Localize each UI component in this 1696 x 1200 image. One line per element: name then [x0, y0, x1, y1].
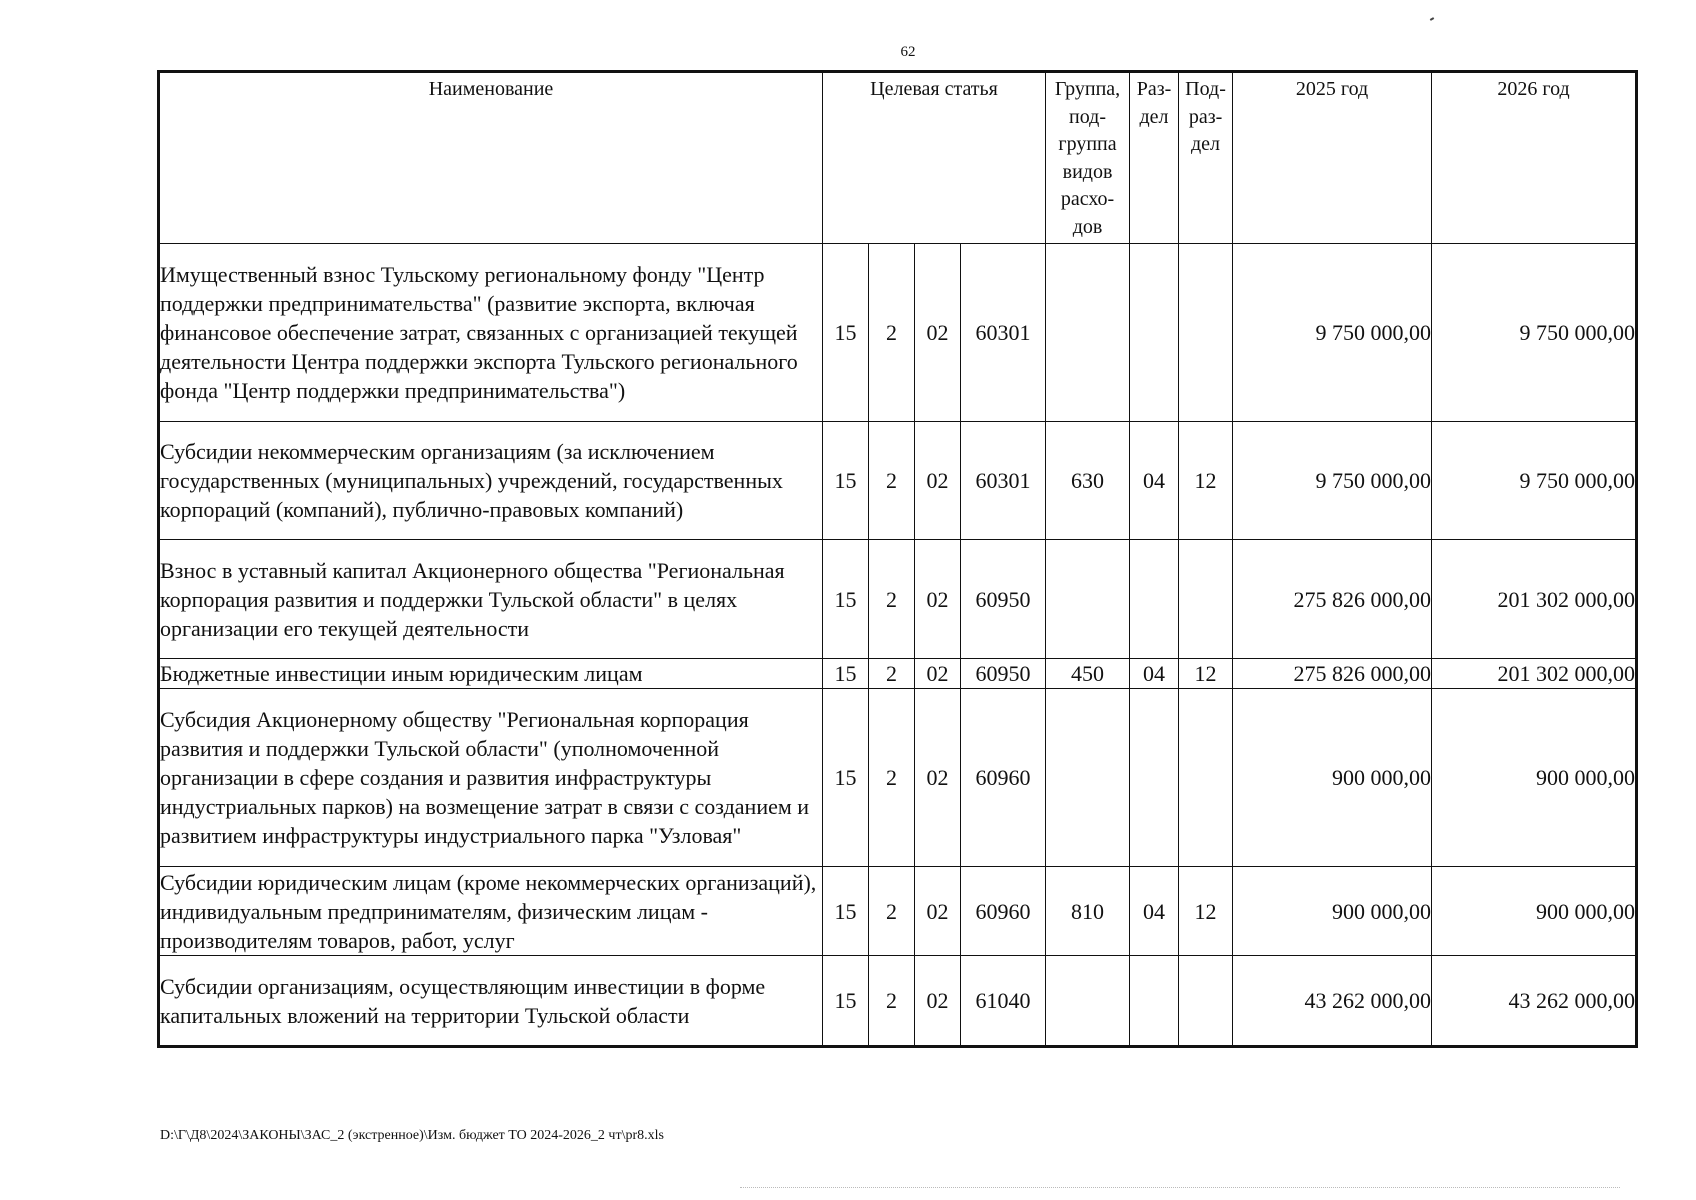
target-code-3: 02 [915, 867, 961, 956]
expense-group: 810 [1046, 867, 1130, 956]
section [1130, 956, 1179, 1047]
amount-2026: 900 000,00 [1432, 867, 1637, 956]
target-code-4: 60950 [961, 540, 1046, 659]
target-code-3: 02 [915, 659, 961, 689]
target-code-1: 15 [823, 540, 869, 659]
amount-2025: 9 750 000,00 [1233, 422, 1432, 540]
target-code-3: 02 [915, 540, 961, 659]
target-code-1: 15 [823, 659, 869, 689]
target-code-4: 60960 [961, 867, 1046, 956]
row-name: Субсидии юридическим лицам (кроме некоммерческих организаций), индивидуальным предпринимателям, физическим лицам - производителям товаров, работ, услуг [159, 867, 823, 956]
row-name: Субсидии организациям, осуществляющим инвестиции в форме капитальных вложений на территории Тульской области [159, 956, 823, 1047]
amount-2025: 275 826 000,00 [1233, 659, 1432, 689]
target-code-1: 15 [823, 422, 869, 540]
expense-group: 630 [1046, 422, 1130, 540]
expense-group [1046, 244, 1130, 422]
target-code-4: 61040 [961, 956, 1046, 1047]
amount-2026: 900 000,00 [1432, 689, 1637, 867]
table-row [159, 689, 1637, 867]
row-name: Субсидия Акционерному обществу "Региональная корпорация развития и поддержки Тульской области" (уполномоченной организации в сфере создания и развития инфраструктуры индустриальных парков) на возмещение затрат в связи с созданием и развитием инфраструктуры индустриального парка "Узловая" [159, 689, 823, 867]
section: 04 [1130, 867, 1179, 956]
expense-group [1046, 956, 1130, 1047]
table-row [159, 244, 1637, 422]
expense-group [1046, 689, 1130, 867]
file-path: D:\Г\Д8\2024\ЗАКОНЫ\ЗАС_2 (экстренное)\Изм. бюджет ТО 2024-2026_2 чт\pr8.xls [160, 1128, 664, 1143]
section [1130, 689, 1179, 867]
scan-mark [1430, 17, 1434, 21]
page-number: 62 [900, 44, 916, 60]
table-row [159, 422, 1637, 540]
amount-2026: 43 262 000,00 [1432, 956, 1637, 1047]
target-code-3: 02 [915, 956, 961, 1047]
header-year-2025: 2025 год [1233, 72, 1432, 244]
row-name: Имущественный взнос Тульскому региональному фонду "Центр поддержки предпринимательства" (развитие экспорта, включая финансовое обеспечение затрат, связанных с организацией текущей деятельности Центра поддержки экспорта Тульского регионального фонда "Центр поддержки предпринимательства") [159, 244, 823, 422]
table-row [159, 867, 1637, 956]
budget-table [157, 70, 1638, 1048]
section [1130, 540, 1179, 659]
target-code-1: 15 [823, 244, 869, 422]
table-row [159, 540, 1637, 659]
target-code-2: 2 [869, 867, 915, 956]
target-code-1: 15 [823, 867, 869, 956]
expense-group [1046, 540, 1130, 659]
target-code-2: 2 [869, 422, 915, 540]
subsection [1179, 244, 1233, 422]
target-code-4: 60960 [961, 689, 1046, 867]
table-row [159, 956, 1637, 1047]
subsection [1179, 540, 1233, 659]
table-row [159, 659, 1637, 689]
target-code-1: 15 [823, 956, 869, 1047]
target-code-3: 02 [915, 689, 961, 867]
amount-2026: 201 302 000,00 [1432, 659, 1637, 689]
header-expense-group: Группа, под- группа видов расхо- дов [1046, 72, 1130, 244]
subsection [1179, 956, 1233, 1047]
target-code-1: 15 [823, 689, 869, 867]
amount-2025: 900 000,00 [1233, 867, 1432, 956]
section [1130, 244, 1179, 422]
row-name: Субсидии некоммерческим организациям (за исключением государственных (муниципальных) учреждений, государственных корпораций (компаний), публично-правовых компаний) [159, 422, 823, 540]
header-subsection: Под- раз- дел [1179, 72, 1233, 244]
target-code-4: 60301 [961, 422, 1046, 540]
subsection: 12 [1179, 659, 1233, 689]
header-row [159, 72, 1637, 244]
header-year-2026: 2026 год [1432, 72, 1637, 244]
target-code-2: 2 [869, 659, 915, 689]
header-name: Наименование [159, 72, 823, 244]
target-code-2: 2 [869, 689, 915, 867]
amount-2026: 9 750 000,00 [1432, 244, 1637, 422]
target-code-4: 60301 [961, 244, 1046, 422]
amount-2025: 43 262 000,00 [1233, 956, 1432, 1047]
header-section: Раз- дел [1130, 72, 1179, 244]
section: 04 [1130, 422, 1179, 540]
amount-2026: 201 302 000,00 [1432, 540, 1637, 659]
amount-2025: 9 750 000,00 [1233, 244, 1432, 422]
subsection: 12 [1179, 867, 1233, 956]
amount-2025: 900 000,00 [1233, 689, 1432, 867]
row-name: Взнос в уставный капитал Акционерного общества "Региональная корпорация развития и поддержки Тульской области" в целях организации его текущей деятельности [159, 540, 823, 659]
target-code-2: 2 [869, 540, 915, 659]
scan-edge-dots [740, 1187, 1620, 1188]
target-code-2: 2 [869, 244, 915, 422]
row-name: Бюджетные инвестиции иным юридическим лицам [159, 659, 823, 689]
subsection [1179, 689, 1233, 867]
target-code-2: 2 [869, 956, 915, 1047]
expense-group: 450 [1046, 659, 1130, 689]
target-code-3: 02 [915, 244, 961, 422]
header-target-article: Целевая статья [823, 72, 1046, 244]
target-code-3: 02 [915, 422, 961, 540]
target-code-4: 60950 [961, 659, 1046, 689]
subsection: 12 [1179, 422, 1233, 540]
amount-2026: 9 750 000,00 [1432, 422, 1637, 540]
section: 04 [1130, 659, 1179, 689]
amount-2025: 275 826 000,00 [1233, 540, 1432, 659]
